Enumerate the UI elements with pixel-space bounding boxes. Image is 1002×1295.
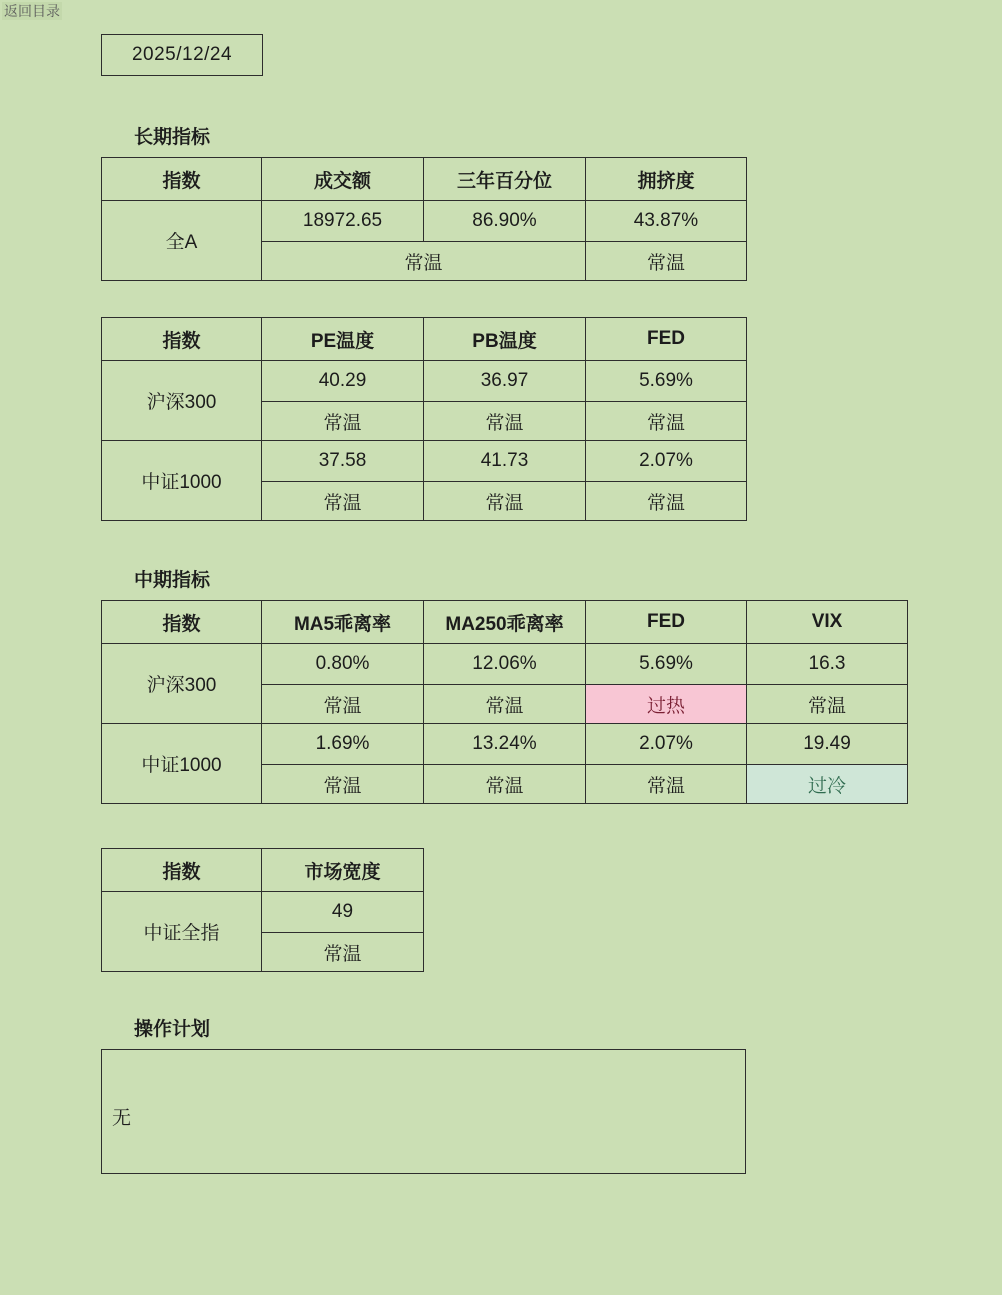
table-row (102, 724, 908, 765)
index-name-cell: 全A (102, 201, 262, 281)
table-header-row (102, 849, 424, 892)
column-header: FED (586, 318, 747, 361)
status-cell: 常温 (424, 685, 586, 724)
table-header-row (102, 158, 747, 201)
column-header: PE温度 (262, 318, 424, 361)
column-header: FED (586, 601, 747, 644)
status-cell: 常温 (262, 482, 424, 521)
spacer (101, 521, 1002, 565)
value-cell: 86.90% (424, 201, 586, 242)
mid-term-table (101, 600, 908, 804)
value-cell: 2.07% (586, 724, 747, 765)
index-name-cell: 中证全指 (102, 892, 262, 972)
value-cell: 1.69% (262, 724, 424, 765)
status-cell: 常温 (262, 242, 586, 281)
status-cell: 常温 (262, 402, 424, 441)
status-cell: 常温 (424, 765, 586, 804)
status-cell: 常温 (586, 242, 747, 281)
table-row (102, 441, 747, 482)
column-header: PB温度 (424, 318, 586, 361)
column-header: MA250乖离率 (424, 601, 586, 644)
status-cell-overheated: 过热 (586, 685, 747, 724)
spacer (101, 804, 1002, 848)
table-header-row (102, 318, 747, 361)
spacer (101, 972, 1002, 1014)
table-row (102, 892, 424, 933)
plan-section-title: 操作计划 (134, 1019, 211, 1040)
column-header: 指数 (102, 158, 262, 201)
table-row (102, 644, 908, 685)
value-cell: 41.73 (424, 441, 586, 482)
operation-plan-box[interactable] (101, 1049, 746, 1174)
spacer (101, 76, 1002, 122)
operation-plan-text: 无 (112, 1108, 132, 1129)
column-header: 三年百分位 (424, 158, 586, 201)
date-value: 2025/12/24 (131, 44, 233, 65)
status-cell: 常温 (586, 402, 747, 441)
mid-term-section-title: 中期指标 (134, 570, 211, 591)
table-header-row (102, 601, 908, 644)
value-cell: 36.97 (424, 361, 586, 402)
column-header: 拥挤度 (586, 158, 747, 201)
index-name-cell: 中证1000 (102, 441, 262, 521)
index-name-cell: 沪深300 (102, 361, 262, 441)
status-cell: 常温 (262, 933, 424, 972)
back-to-index-link[interactable]: 返回目录 (4, 3, 60, 19)
status-cell: 常温 (424, 482, 586, 521)
value-cell: 12.06% (424, 644, 586, 685)
index-name-cell: 中证1000 (102, 724, 262, 804)
status-cell: 常温 (424, 402, 586, 441)
long-term-section-title: 长期指标 (134, 127, 211, 148)
column-header: VIX (747, 601, 908, 644)
value-cell: 0.80% (262, 644, 424, 685)
column-header: 指数 (102, 601, 262, 644)
status-cell: 常温 (747, 685, 908, 724)
valuation-table (101, 317, 747, 521)
table-row (102, 361, 747, 402)
column-header: 市场宽度 (262, 849, 424, 892)
turnover-table (101, 157, 747, 281)
status-cell: 常温 (262, 765, 424, 804)
value-cell: 16.3 (747, 644, 908, 685)
value-cell: 18972.65 (262, 201, 424, 242)
breadth-table (101, 848, 424, 972)
value-cell: 19.49 (747, 724, 908, 765)
index-name-cell: 沪深300 (102, 644, 262, 724)
status-cell: 常温 (586, 482, 747, 521)
value-cell: 5.69% (586, 644, 747, 685)
column-header: 指数 (102, 318, 262, 361)
date-box[interactable] (101, 34, 263, 76)
status-cell: 常温 (586, 765, 747, 804)
table-row (102, 201, 747, 242)
value-cell: 37.58 (262, 441, 424, 482)
value-cell: 40.29 (262, 361, 424, 402)
status-cell-overcooled: 过冷 (747, 765, 908, 804)
value-cell: 5.69% (586, 361, 747, 402)
value-cell: 13.24% (424, 724, 586, 765)
value-cell: 2.07% (586, 441, 747, 482)
spacer (101, 281, 1002, 317)
column-header: MA5乖离率 (262, 601, 424, 644)
value-cell: 49 (262, 892, 424, 933)
value-cell: 43.87% (586, 201, 747, 242)
column-header: 成交额 (262, 158, 424, 201)
status-cell: 常温 (262, 685, 424, 724)
column-header: 指数 (102, 849, 262, 892)
